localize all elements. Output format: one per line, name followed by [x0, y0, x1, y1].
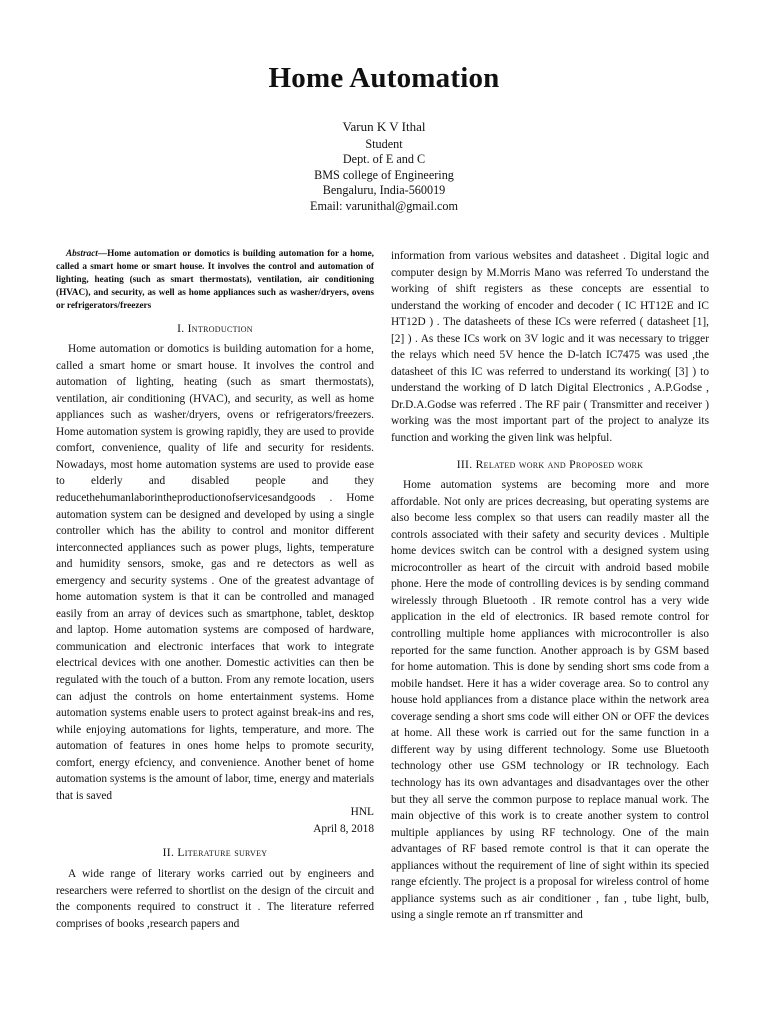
- literature-heading: II. Literature survey: [162, 846, 268, 860]
- hnl-label: HNL: [350, 806, 374, 819]
- introduction-heading: I. Introduction: [177, 321, 253, 335]
- right-column: [391, 248, 709, 924]
- abstract-label: Abstract: [66, 249, 98, 259]
- date-label: April 8, 2018: [313, 822, 374, 835]
- author-email: Email: varunithal@gmail.com: [310, 198, 458, 213]
- paper-title: Home Automation: [268, 62, 500, 94]
- related-text: Home automation systems are becoming more and more affordable. Not only are prices decreasing, but operating systems are also become less complex so that users can readily master all the controls associated with their safety and security devices . Multiple home devices switch can be control with a designed system using microcontroller as heart of the circuit with android based mobile phone. Here the mode of controlling devices is by sending command wirelessly through Bluetooth . IR remote control has a very wide application in the eld of electronics. IR based remote control for controlling multiple home appliances with microcontroller is also reported for the same function. Another approach is by GSM based for home automation. This is done by sending short sms code from a mobile handset. Here it has a wider coverage area. So to control any house hold appliances from a distance place within the network area coverage sending a short sms code will either ON or OFF the devices at home. All these work is carried out for the same function in a different way by using different technology. Some use Bluetooth technology other use GSM technology or IR technology. Each technology has its own advantages and disadvantages over the other but they all serve the common purpose to replace manual work. The main objective of this work is to create another system to control multiple appliances by using RF technology. One of the main advantages of RF based remote control is that it can operate the appliances without the requirement of line of sight within its specied range efciently. The project is a proposal for wireless control of home appliance systems such as air conditioner , fan , tube light, bulb, using a single remote an rf transmitter and: [391, 479, 709, 922]
- abstract: [56, 248, 374, 313]
- introduction-text: Home automation or domotics is building automation for a home, called a smart home or smart house. It involves the control and automation of lighting, heating (such as smart thermostats), ventilation, air conditioning (HVAC), and security, as well as home appliances such as washer/dryers, ovens or refrigerators/freezers. Home automation system is growing rapidly, they are used to provide comfort, convenience, quality of life and security for residents. Nowadays, most home automation systems are used to provide ease to elderly and disabled people and they reducethehumanlaborintheproductionofservicesandgoods . Home automation system can be designed and developed by using a single controller which has the ability to control and monitor different interconnected appliances such as power plugs, lights, temperature and humidity sensors, smoke, gas and re detectors as well as emergency and security systems . One of the greatest advantage of home automation system is that it can be controlled and managed easily from an array of devices such as smartphone, tablet, desktop and laptop. Home automation systems are composed of hardware, communication and electronic interfaces that work to integrate electrical devices with one another. Domestic activities can then be regulated with the touch of a button. From any remote location, users can adjust the controls on home entertainment systems. Home automation systems enable users to protect against break-ins and res, while enjoying automations for lights, temperature, and more. The automation of features in ones home helps to promote security, comfort, energy efciency, and convenience. Another benet of home automation systems is the amount of labor, time, energy and materials that is saved: [56, 343, 374, 802]
- author-name: Varun K V Ithal: [342, 119, 426, 134]
- abstract-text: —Home automation or domotics is building automation for a home, called a smart home or smart house. It involves the control and automation of lighting, heating (such as smart thermostats), ventilation, air conditioning (HVAC), and security, as well as home appliances such as washer/dryers, ovens or refrigerators/freezers: [56, 249, 374, 311]
- author-block: [0, 119, 768, 215]
- literature-text-right: information from various websites and datasheet . Digital logic and computer design by M.Morris Mano was referred To understand the working of shift registers as these concepts are essential to understand the working of encoder and decoder ( IC HT12E and IC HT12D ) . The datasheets of these ICs were referred ( datasheet [1],[2] ) . As these ICs work on 3V logic and it was necessary to trigger the relays which need 5V hence the D-latch IC7475 was used ,the datasheet of this IC was referred to understand its working( [3] ) to understand the working of D latch Digital Electronics , A.P.Godse , Dr.D.A.Godse was referred . The RF pair ( Transmitter and receiver ) working was the most important part of the project to analyze its function and working the given link was helpful.: [391, 250, 709, 445]
- author-role: Student: [365, 136, 403, 151]
- left-column: [56, 248, 374, 932]
- author-city: Bengaluru, India-560019: [322, 183, 446, 198]
- author-dept: Dept. of E and C: [342, 152, 426, 167]
- related-heading: III. Related work and Proposed work: [456, 457, 644, 471]
- author-college: BMS college of Engineering: [314, 167, 454, 182]
- literature-text-left: A wide range of literary works carried out by engineers and researchers were referred to shortlist on the design of the circuit and the components required to construct it . The literature referred comprises of books ,research papers and: [56, 868, 374, 930]
